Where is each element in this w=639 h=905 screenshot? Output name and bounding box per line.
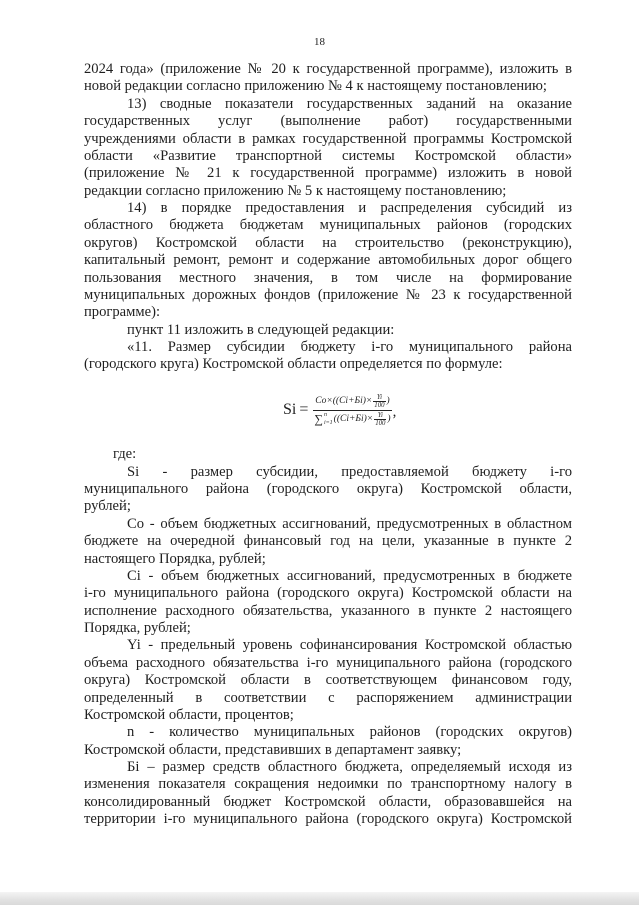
formula-lhs: Si: [283, 401, 297, 418]
definition-n: [84, 724, 572, 759]
text-line: округа) Костромской области в соответствующем финансовом году,: [84, 672, 572, 689]
text-line: изменения показателя сокращения недоимки по транспортному налогу в: [84, 776, 572, 793]
text-line: пользования местного значения, в том числе на формирование: [84, 269, 572, 286]
sum-lower-limit: i=1: [323, 420, 333, 426]
text-line: Порядка, рублей;: [84, 620, 191, 637]
text-line: i-го муниципального района (городского округа) Костромской области на: [84, 585, 572, 602]
text-line: «11. Размер субсидии бюджету i-го муниципального района: [127, 339, 572, 355]
sum-limits: [324, 412, 333, 426]
definition-yi: [84, 637, 572, 724]
text-line: муниципального района (городского округа) Костромской области,: [84, 481, 572, 498]
bottom-text-block: [84, 446, 572, 828]
formula-main-fraction: [313, 393, 391, 428]
definition-ci: [84, 568, 572, 638]
formula-denominator: [313, 411, 391, 428]
percent-fraction-top: Yi: [376, 393, 382, 401]
text-line: капитальный ремонт, ремонт и содержание автомобильных дорог общего: [84, 252, 572, 269]
text-line: программе):: [84, 304, 161, 321]
text-line: областного бюджета бюджетам муниципальных районов (городских: [84, 217, 572, 234]
text-line: округов) Костромской области на строительство (реконструкцию),: [84, 234, 572, 251]
text-line: Ci - объем бюджетных ассигнований, предусмотренных в бюджете: [127, 567, 572, 584]
text-line: объема расходного обязательства i-го муниципального района (городского: [84, 654, 572, 671]
denominator-expression: ((Ci+Бi)×: [333, 414, 374, 424]
text-line: Костромской области, процентов;: [84, 706, 294, 723]
denominator-close-paren: ): [387, 414, 391, 424]
text-line: территории i-го муниципального района (городского округа) Костромской: [84, 811, 572, 828]
definition-si: [84, 464, 572, 516]
text-line: (городского круга) Костромской области определяется по формуле:: [84, 356, 503, 373]
text-line: муниципальных дорожных фондов (приложение № 23 к государственной: [84, 286, 572, 303]
definition-bi: [84, 759, 572, 829]
text-line: бюджете на очередной финансовый год на цели, указанные в пункте 2: [84, 533, 572, 550]
paragraph-where: [84, 446, 572, 463]
paragraph-continuation: [84, 61, 572, 96]
text-line: настоящего Порядка, рублей;: [84, 550, 266, 567]
text-line: Yi - предельный уровень софинансирования Костромской областью: [127, 637, 572, 654]
text-line: новой редакции согласно приложению № 4 к настоящему постановлению;: [84, 78, 547, 95]
formula-trailing-comma: ,: [392, 403, 397, 420]
text-line: 14) в порядке предоставления и распределения субсидий из: [127, 200, 572, 216]
definition-co: [84, 516, 572, 568]
percent-fraction-top: Yi: [377, 411, 383, 419]
text-line: пункт 11 изложить в следующей редакции:: [127, 321, 395, 338]
page-number: 18: [314, 36, 325, 48]
numerator-percent-fraction: [373, 394, 385, 409]
text-line: рублей;: [84, 498, 131, 515]
text-line: n - количество муниципальных районов (городских округов): [127, 724, 572, 741]
text-line: консолидированный бюджет Костромской области, образовавшейся на: [84, 793, 572, 810]
text-line: области «Развитие транспортной системы Костромской области»: [84, 147, 572, 164]
percent-fraction-bottom: 100: [375, 419, 386, 427]
text-line: Co - объем бюджетных ассигнований, предусмотренных в областном: [127, 515, 572, 532]
paragraph-item-14: [84, 200, 572, 322]
paragraph-instruction: [84, 322, 572, 339]
numerator-expression: Co×((Ci+Бi)×: [315, 396, 373, 406]
text-line: Костромской области, представивших в департамент заявку;: [84, 741, 462, 758]
text-line: Si - размер субсидии, предоставляемой бюджету i-го: [127, 463, 572, 480]
scan-edge-shadow: [0, 892, 639, 905]
sum-symbol: ∑: [314, 412, 323, 426]
subsidy-formula: [283, 389, 396, 431]
top-text-block: [84, 61, 572, 374]
text-line: исполнение расходного обязательства, указанного в пункте 2 настоящего: [84, 602, 572, 619]
text-line: (приложение № 21 к государственной программе) изложить в новой: [84, 165, 572, 182]
text-line: где:: [113, 446, 137, 463]
text-line: определенный в соответствии с распоряжением администрации: [84, 689, 572, 706]
sum-upper-limit: n: [323, 412, 327, 418]
text-line: 2024 года» (приложение № 20 к государственной программе), изложить в: [84, 61, 572, 77]
text-line: 13) сводные показатели государственных заданий на оказание: [127, 95, 572, 112]
text-line: государственных услуг (выполнение работ) государственными: [84, 113, 572, 130]
formula-equals-sign: =: [299, 401, 309, 418]
formula-numerator: [314, 393, 390, 410]
text-line: Бi – размер средств областного бюджета, определяемый исходя из: [127, 759, 572, 776]
text-line: учреждениями области в рамках государственной программы Костромской: [84, 130, 572, 147]
text-line: редакции согласно приложению № 5 к настоящему постановлению;: [84, 182, 507, 199]
numerator-close-paren: ): [386, 396, 390, 406]
paragraph-point-11: [84, 339, 572, 374]
denominator-percent-fraction: [374, 412, 386, 427]
paragraph-item-13: [84, 96, 572, 200]
percent-fraction-bottom: 100: [374, 401, 385, 409]
